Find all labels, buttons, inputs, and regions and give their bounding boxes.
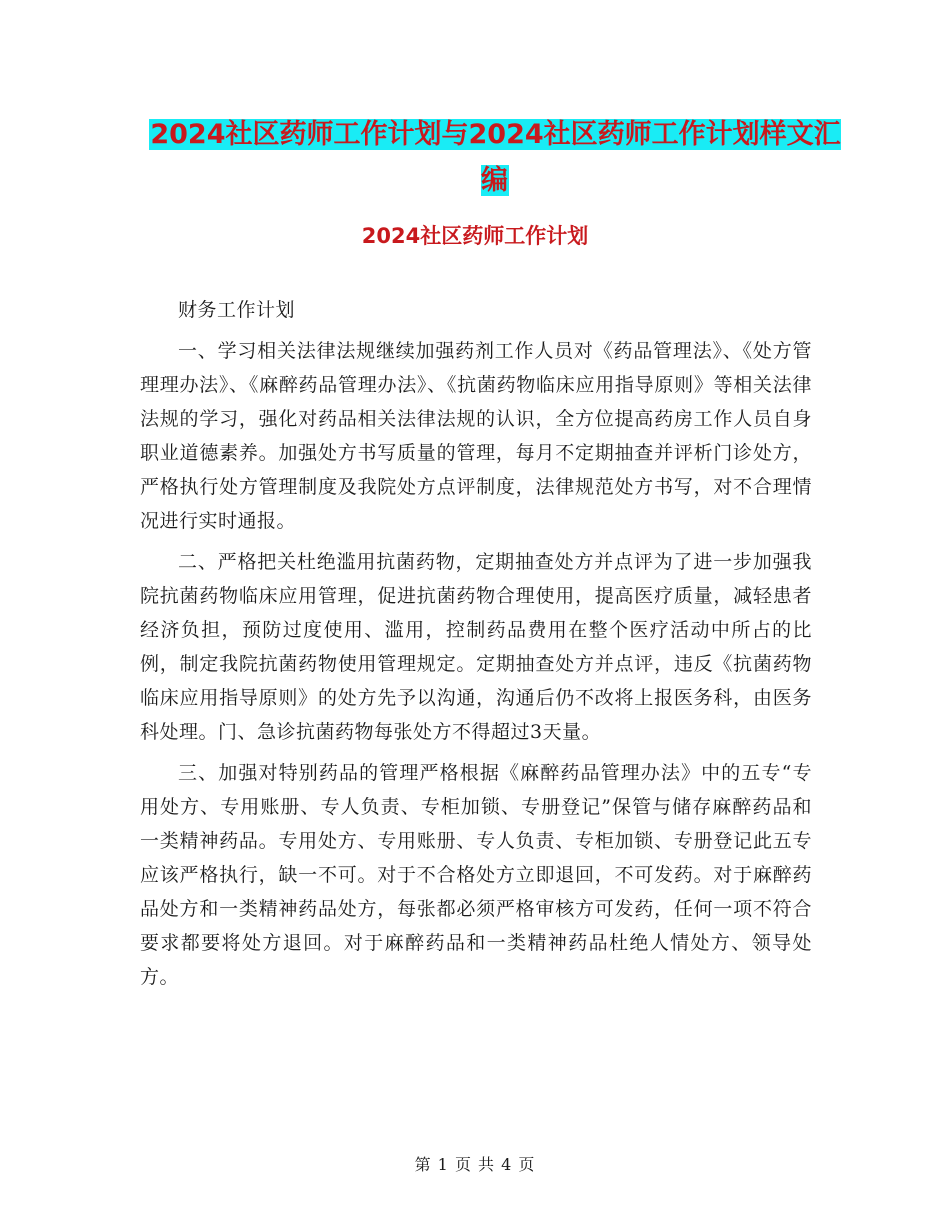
- document-title-text: 2024社区药师工作计划与2024社区药师工作计划样文汇编: [150, 119, 841, 196]
- section-title: 2024社区药师工作计划: [361, 224, 589, 248]
- document-body: [140, 293, 812, 1001]
- paragraph-heading: 财务工作计划: [178, 299, 296, 321]
- page-number-footer: 第 1 页 共 4 页: [414, 1155, 536, 1174]
- document-title: [140, 112, 850, 204]
- paragraph-1: 一、学习相关法律法规继续加强药剂工作人员对《药品管理法》、《处方管理理办法》、《麻醉药品管理办法》、《抗菌药物临床应用指导原则》等相关法律法规的学习，强化对药品相关法律法规的认识，全方位提高药房工作人员自身职业道德素养。加强处方书写质量的管理，每月不定期抽查并评析门诊处方，严格执行处方管理制度及我院处方点评制度，法律规范处方书写，对不合理情况进行实时通报。: [140, 340, 812, 532]
- paragraph-3: 三、加强对特别药品的管理严格根据《麻醉药品管理办法》中的五专“专用处方、专用账册、专人负责、专柜加锁、专册登记”保管与储存麻醉药品和一类精神药品。专用处方、专用账册、专人负责、专柜加锁、专册登记此五专应该严格执行，缺一不可。对于不合格处方立即退回，不可发药。对于麻醉药品处方和一类精神药品处方，每张都必须严格审核方可发药，任何一项不符合要求都要将处方退回。对于麻醉药品和一类精神药品杜绝人情处方、领导处方。: [140, 762, 812, 988]
- paragraph-2: 二、严格把关杜绝滥用抗菌药物，定期抽查处方并点评为了进一步加强我院抗菌药物临床应用管理，促进抗菌药物合理使用，提高医疗质量，减轻患者经济负担，预防过度使用、滥用，控制药品费用在整个医疗活动中所占的比例，制定我院抗菌药物使用管理规定。定期抽查处方并点评，违反《抗菌药物临床应用指导原则》的处方先予以沟通，沟通后仍不改将上报医务科，由医务科处理。门、急诊抗菌药物每张处方不得超过3天量。: [140, 551, 812, 743]
